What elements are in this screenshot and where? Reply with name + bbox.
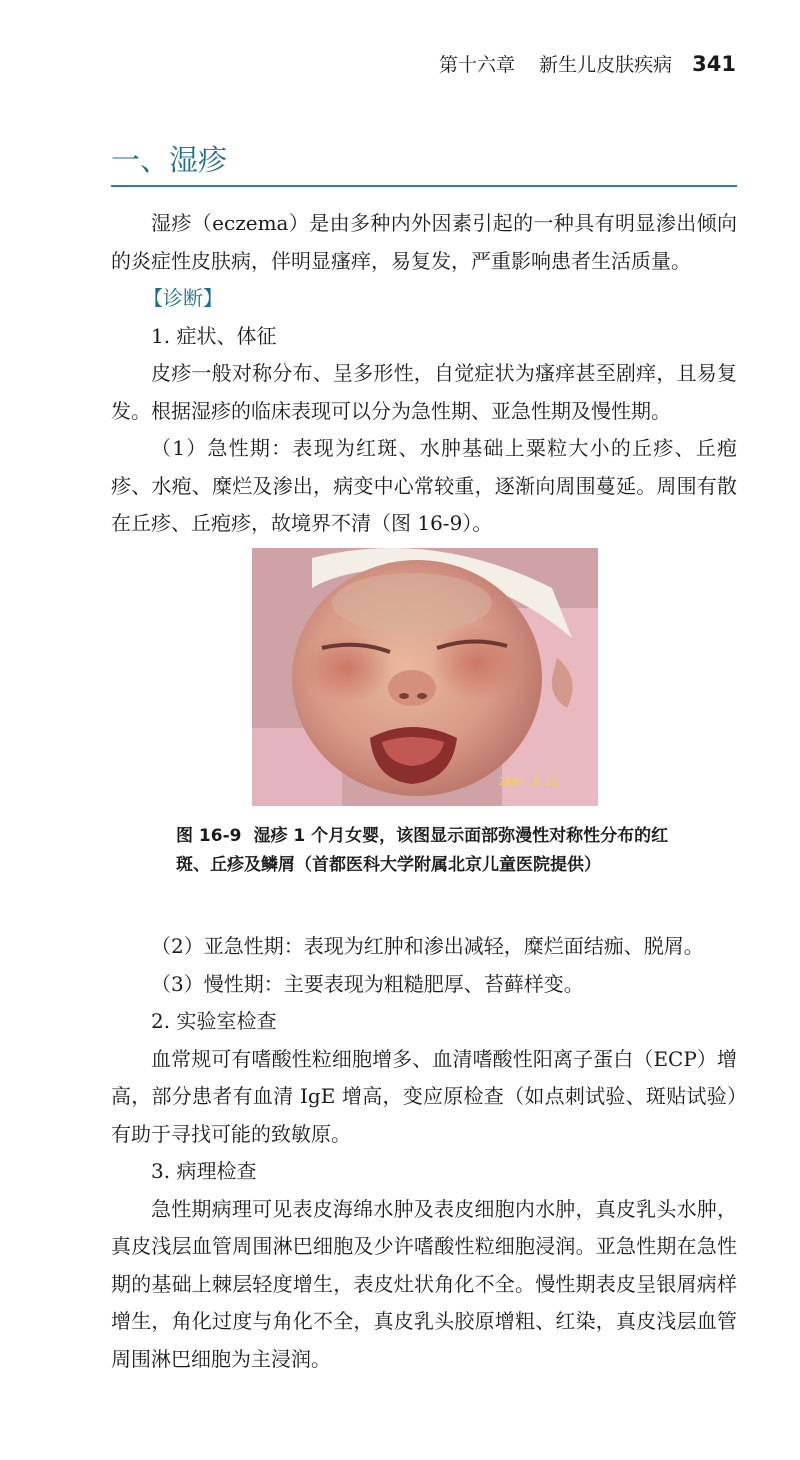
figure-caption (176, 822, 696, 880)
chapter-title: 新生儿皮肤疾病 (539, 54, 673, 76)
figure-caption-text: 湿疹 1 个月女婴，该图显示面部弥漫性对称性分布的红斑、丘疹及鳞屑（首都医科大学附属北京儿童医院提供） (176, 826, 669, 875)
section-title: 一、湿疹 (111, 138, 737, 187)
diagnosis-tag: 【诊断】 (143, 286, 223, 310)
chapter-number: 第十六章 (439, 54, 516, 76)
intro-paragraph: 湿疹（eczema）是由多种内外因素引起的一种具有明显渗出倾向的炎症性皮肤病，伴明显瘙痒，易复发，严重影响患者生活质量。 (111, 211, 737, 273)
infant-face-illustration (252, 548, 598, 806)
item3-paragraph: 急性期病理可见表皮海绵水肿及表皮细胞内水肿，真皮乳头水肿，真皮浅层血管周围淋巴细胞及少许嗜酸性粒细胞浸润。亚急性期在急性期的基础上棘层轻度增生，表皮灶状角化不全。慢性期表皮呈银屑病样增生，角化过度与角化不全，真皮乳头胶原增粗、红染，真皮浅层血管周围淋巴细胞为主浸润。 (111, 1196, 737, 1371)
subacute-paragraph: （2）亚急性期：表现为红肿和渗出减轻，糜烂面结痂、脱屑。 (151, 934, 704, 958)
photo-date-stamp: 2007 3 21 (498, 775, 558, 788)
acute-paragraph: （1）急性期：表现为红斑、水肿基础上粟粒大小的丘疹、丘疱疹、水疱、糜烂及渗出，病变中心常较重，逐渐向周围蔓延。周围有散在丘疹、丘疱疹，故境界不清（图 16-9）。 (111, 436, 737, 535)
chronic-paragraph: （3）慢性期：主要表现为粗糙肥厚、苔藓样变。 (151, 971, 584, 996)
item1-paragraph: 皮疹一般对称分布、呈多形性，自觉症状为瘙痒甚至剧痒，且易复发。根据湿疹的临床表现可以分为急性期、亚急性期及慢性期。 (111, 361, 737, 423)
body-text-bottom (111, 928, 737, 1378)
body-text-top (111, 205, 737, 543)
eczema-infant-photo (252, 548, 598, 806)
item1-heading: 1. 症状、体征 (151, 323, 277, 348)
item2-paragraph: 血常规可有嗜酸性粒细胞增多、血清嗜酸性阳离子蛋白（ECP）增高，部分患者有血清 IgE 增高，变应原检查（如点刺试验、斑贴试验）有助于寻找可能的致敏原。 (111, 1046, 737, 1146)
running-header (439, 50, 736, 77)
figure-label: 图 16-9 (176, 826, 242, 846)
page-number: 341 (692, 52, 736, 76)
item3-heading: 3. 病理检查 (151, 1159, 257, 1183)
item2-heading: 2. 实验室检查 (151, 1009, 277, 1033)
